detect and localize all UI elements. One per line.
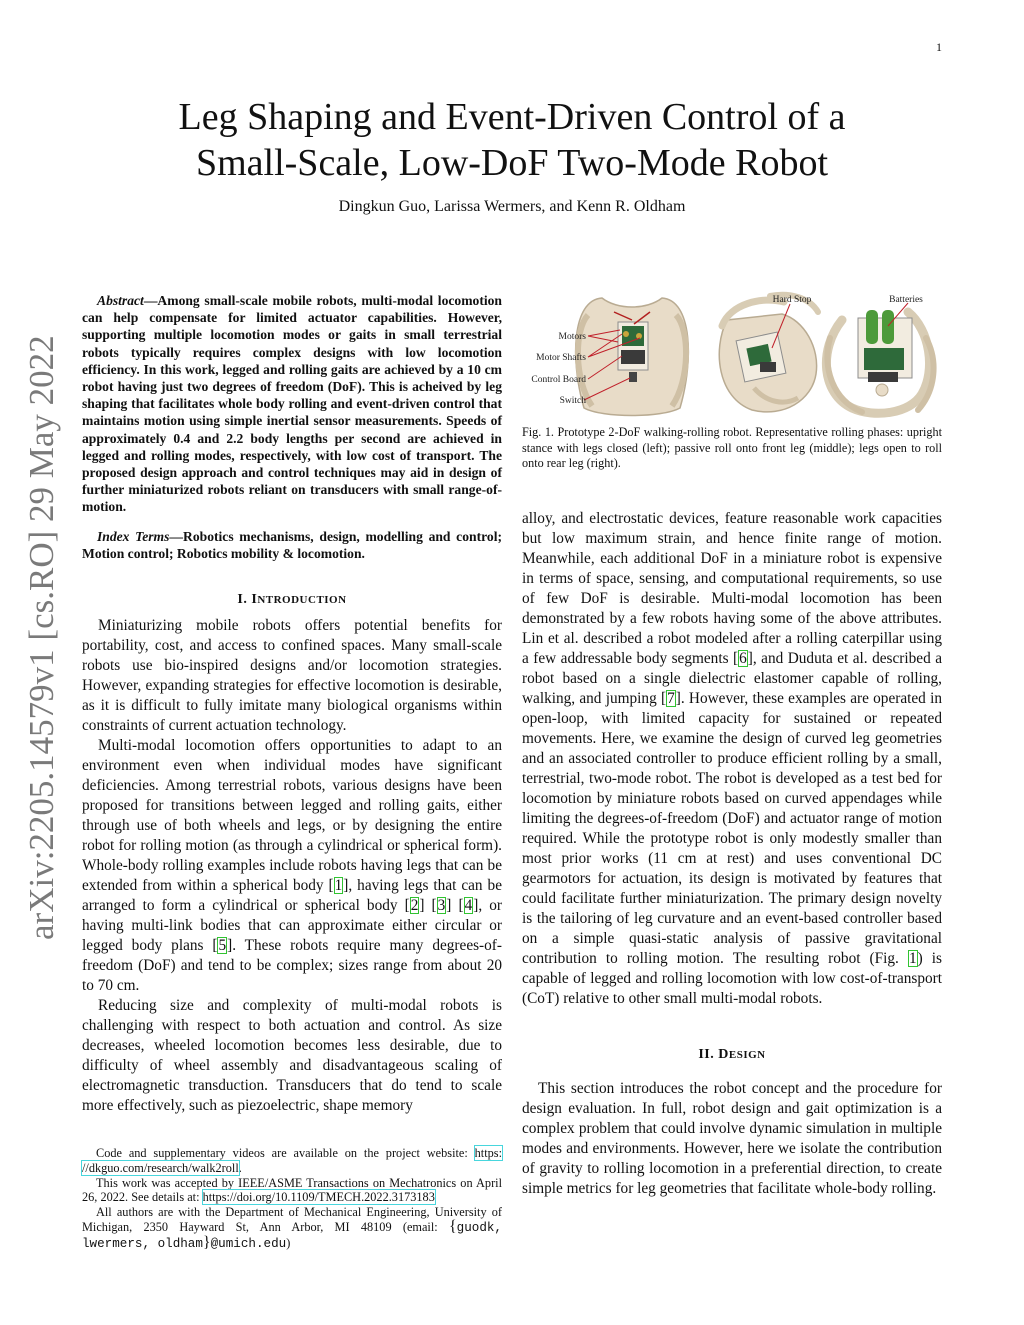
paper-title (80, 94, 944, 186)
author-emails: guodk, lwermers, oldham (82, 1220, 502, 1251)
footnote-project-website (82, 1146, 502, 1176)
robot-photo-illustration (522, 290, 942, 420)
robot-legs-open (826, 310, 933, 413)
right-paragraph-1 (522, 509, 942, 1009)
citation-link-1[interactable]: 1 (334, 877, 343, 895)
right-column (522, 509, 942, 1199)
intro-p2-text-b: ], having legs that can be arranged to form a cylindrical or spherical body [ (82, 877, 502, 915)
robot-upright-legs-closed (576, 298, 689, 416)
author-list: Dingkun Guo, Larissa Wermers, and Kenn R. Oldham (338, 198, 686, 215)
email-brace-close: } (202, 1233, 211, 1251)
index-terms-text: —Robotics mechanisms, design, modelling and control; Motion control; Robotics mobility & locomotion. (82, 528, 502, 561)
label-motors: Motors (558, 332, 586, 342)
index-terms-lead: Index Terms (97, 528, 170, 544)
page-number: 1 (936, 40, 942, 54)
email-domain: @umich.edu (210, 1236, 287, 1251)
section-2-initial: D (718, 1047, 729, 1062)
section-heading-design (522, 1047, 942, 1063)
right-p1-text-d: ) is capable of legged and rolling locomotion with low cost-of-transport (CoT) relative to other small multi-modal robots. (522, 950, 943, 1007)
doi-link[interactable]: https://doi.org/10.1109/TMECH.2022.3173183 (202, 1190, 435, 1205)
footnote-affiliation (82, 1205, 502, 1251)
footnote-3-text: All authors are with the Department of Mechanical Engineering, University of Michigan, 2350 Hayward St, Ann Arbor, MI 48109 (email: (82, 1205, 502, 1234)
project-website-link-part-2: //dkguo.com/research/walk2roll (82, 1160, 239, 1175)
citation-link-7[interactable]: 7 (667, 690, 675, 707)
citation-link-5[interactable]: 5 (218, 937, 227, 955)
citation-link-2[interactable]: 2 (410, 897, 419, 915)
title-line-2: Small-Scale, Low-DoF Two-Mode Robot (195, 142, 829, 184)
intro-paragraph-2 (82, 736, 502, 996)
section-1-rest: NTRODUCTION (257, 594, 347, 607)
right-p1-text-c: ]. However, these examples are operated in open-loop, with limited capacity for sustained or repeated movements. Here, we examine the design of curved leg geometries and an associated controller to produce efficient rolling by a small, terrestrial, two-mode robot. The robot is developed as a test bed for locomotion by miniature robots based on curved appendages while limiting the degrees-of-freedom (DoF) and actuator range of motion required. While the prototype robot is only modestly smaller than most prior works (11 cm at rest) and uses conventional DC gearmotors for actuation, its design is motivated by features that could facilitate further miniaturization. The primary design novelty is the tailoring of leg curvature and an event-based controller based on a simple quasi-static analysis of passive gravitational contribution to rolling motion. The resulting robot (Fig. (522, 690, 942, 967)
right-p1-text-a: alloy, and electrostatic devices, feature reasonable work capacities but low maximum strain, and hence finite range of motion. Meanwhile, each additional DoF in a miniature robot is expensive in terms of space, sensing, and computational requirements, so use of few DoF is desirable. Multi-modal locomotion has been demonstrated by a few robots having some of the above attributes. Lin et al. described a robot modeled after a rolling caterpillar using a few addressable body segments [ (522, 510, 942, 667)
arxiv-stamp: arXiv:2205.14579v1 [cs.RO] 29 May 2022 (22, 335, 61, 940)
section-2-rest: ESIGN (728, 1049, 766, 1061)
figure-1-caption: Fig. 1. Prototype 2-DoF walking-rolling robot. Representative rolling phases: upright stance with legs closed (left); passive roll onto front leg (middle); legs open to roll onto rear leg (right). (522, 425, 942, 471)
footnote-acceptance (82, 1176, 502, 1206)
abstract (82, 292, 502, 516)
index-terms (82, 528, 502, 562)
email-brace-open: { (448, 1217, 457, 1235)
label-motor-shafts: Motor Shafts (536, 353, 586, 363)
intro-p2-text-c: ] [ (419, 897, 437, 915)
intro-p2-text-a: Multi-modal locomotion offers opportunities to adapt to an environment even when individual modes have significant deficiencies. Among terrestrial robots, various designs have been proposed for transitions between legged and rolling gaits, either through use of both wheels and legs, or by designing the entire robot for rolling motion (as through a cylindrical or spherical form). Whole-body rolling examples include robots having legs that can be extended from within a spherical body [ (82, 737, 502, 895)
intro-p2-text-e: ], or having multi-link bodies that can approximate either circular or legged body plans [ (82, 897, 502, 955)
figure-1 (522, 290, 942, 420)
project-website-link-part-1: https: (474, 1146, 502, 1160)
figure-1-reference-link[interactable]: 1 (908, 950, 917, 967)
section-2-numeral: II. (698, 1047, 719, 1062)
intro-p2-text-d: ] [ (446, 897, 464, 915)
citation-link-6[interactable]: 6 (739, 650, 747, 667)
footnotes (82, 1146, 502, 1252)
label-hard-stop: Hard Stop (772, 295, 812, 305)
design-paragraph-1: This section introduces the robot concept and the procedure for design evaluation. In full, robot design and gait optimization is a complex problem that could involve dynamic simulation in multiple modes and environments. However, here we isolate the contribution of gravity to rolling locomotion in a preferential direction, to create simple metrics for leg geometries that facilitate whole-body rolling. (522, 1080, 942, 1197)
robot-rolling-front-leg (719, 295, 818, 412)
footnote-3-end: ) (286, 1235, 291, 1250)
citation-link-4[interactable]: 4 (464, 897, 473, 915)
intro-paragraph-3: Reducing size and complexity of multi-modal robots is challenging with respect to both actuation and control. As size decreases, wheeled locomotion becomes less desirable, due to difficulty of wheel assembly and disadvantageous scaling of electromagnetic transduction. Transducers that do tend to scale more effectively, such as piezoelectric, shape memory (82, 997, 502, 1115)
citation-link-3[interactable]: 3 (437, 897, 446, 915)
intro-paragraph-1: Miniaturizing mobile robots offers potential benefits for portability, cost, and access to confined spaces. Many small-scale robots use bio-inspired designs and/or locomotion strategies. However, expanding strategies for effective locomotion is desirable, as it is difficult to fully imitate many biological organisms within constraints of current actuation technology. (82, 617, 502, 735)
label-switch: Switch (559, 396, 586, 406)
abstract-text: —Among small-scale mobile robots, multi-modal locomotion can help compensate for limited actuator capabilities. However, supporting multiple locomotion modes or gaits in small terrestrial robots typically requires complex designs with low locomotion efficiency. In this work, legged and rolling gaits are achieved by a 10 cm robot having just two degrees of freedom (DoF). This is acheived by leg shaping that facilitates whole body rolling and event-driven control that maintains motion using simple inertial sensor measurements. Speeds of approximately 0.4 and 2.2 body lengths per second are achieved in legged and rolling modes, respectively, with low cost of transport. The proposed design approach and control techniques may aid in design of further miniaturized robots reliant on transducers with small range-of-motion. (82, 293, 502, 515)
intro-p2-text-f: ]. These robots require many degrees-of-freedom (DoF) and tend to be complex; sizes range from about 20 to 70 cm. (82, 937, 502, 995)
label-control-board: Control Board (531, 375, 586, 385)
section-1-numeral: I. (237, 592, 252, 608)
footnote-1-text: Code and supplementary videos are available on the project website: (96, 1146, 475, 1160)
label-batteries: Batteries (889, 295, 923, 305)
right-p1-text-b: ], and Duduta et al. described a robot based on a single dielectric elastomer capable of rolling, walking, and jumping [ (522, 650, 942, 707)
footnote-1-end: . (238, 1160, 242, 1175)
footnote-2-text: This work was accepted by IEEE/ASME Transactions on Mechatronics on April 26, 2022. See details at: (82, 1175, 502, 1205)
section-1-initial: I (251, 592, 258, 608)
left-column (82, 292, 502, 1116)
abstract-lead: Abstract (97, 293, 144, 308)
section-heading-introduction (82, 592, 502, 608)
title-line-1: Leg Shaping and Event-Driven Control of a (178, 96, 846, 138)
